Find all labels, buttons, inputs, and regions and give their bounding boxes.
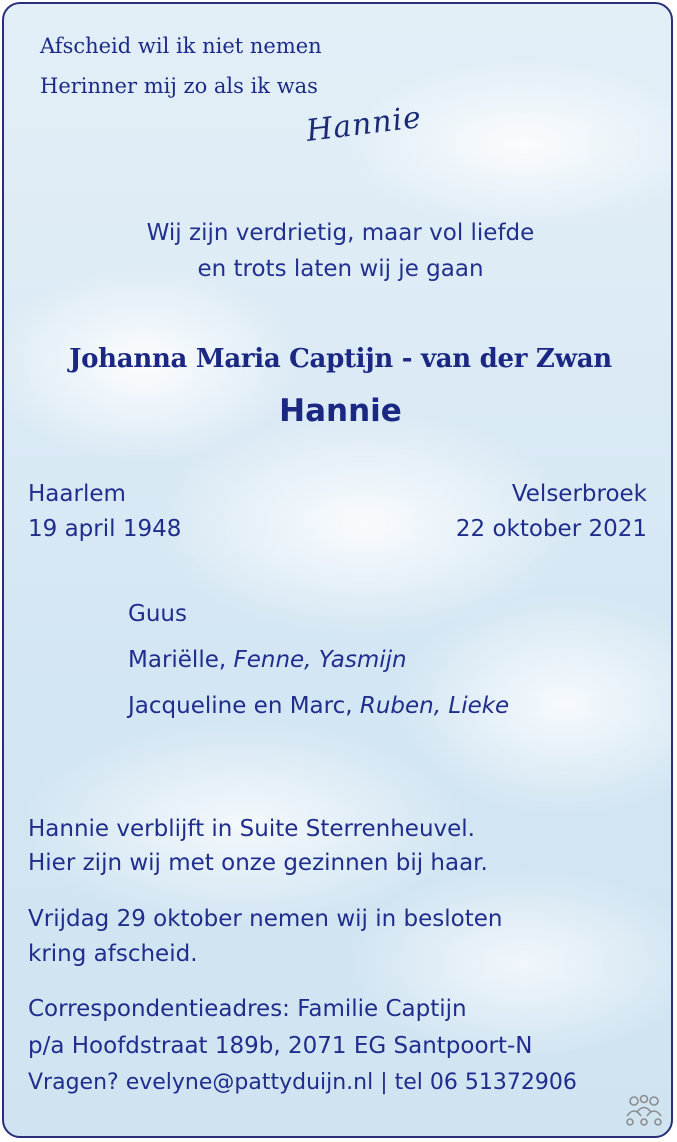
obituary-card (2, 2, 673, 1138)
family-names: Guus (128, 601, 187, 627)
family-line (128, 601, 187, 627)
birth-place: Haarlem (28, 481, 126, 507)
poem-line-1: Afscheid wil ik niet nemen (40, 34, 322, 58)
intro-line-1: Wij zijn verdrietig, maar vol liefde (146, 220, 535, 246)
family-grandchildren: Ruben, Lieke (359, 693, 510, 719)
birth-date: 19 april 1948 (28, 516, 182, 542)
intro-line-2: en trots laten wij je gaan (197, 256, 484, 282)
family-grandchildren: Fenne, Yasmijn (233, 647, 407, 673)
people-group-icon (622, 1092, 666, 1136)
poem-line-2: Herinner mij zo als ik was (40, 74, 318, 98)
info-text: Vrijdag 29 oktober nemen wij in besloten (28, 906, 503, 932)
death-place: Velserbroek (511, 481, 647, 507)
handwritten-signature: Hannie (304, 100, 424, 149)
deceased-nickname: Hannie (279, 393, 402, 429)
death-date: 22 oktober 2021 (455, 516, 647, 542)
family-line (128, 647, 407, 673)
family-line (128, 693, 509, 719)
deceased-full-name: Johanna Maria Captijn - van der Zwan (69, 344, 612, 374)
contact-line: Vragen? evelyne@pattyduijn.nl | tel 06 51372906 (28, 1070, 577, 1095)
info-text: Hannie verblijft in Suite Sterrenheuvel. (28, 816, 475, 842)
postal-address: p/a Hoofdstraat 189b, 2071 EG Santpoort-N (28, 1033, 533, 1059)
correspondence-address: Correspondentieadres: Familie Captijn (28, 996, 467, 1022)
info-text: kring afscheid. (28, 941, 198, 967)
family-names: Jacqueline en Marc, (128, 693, 353, 719)
info-text: Hier zijn wij met onze gezinnen bij haar. (28, 850, 488, 876)
family-names: Mariëlle, (128, 647, 227, 673)
